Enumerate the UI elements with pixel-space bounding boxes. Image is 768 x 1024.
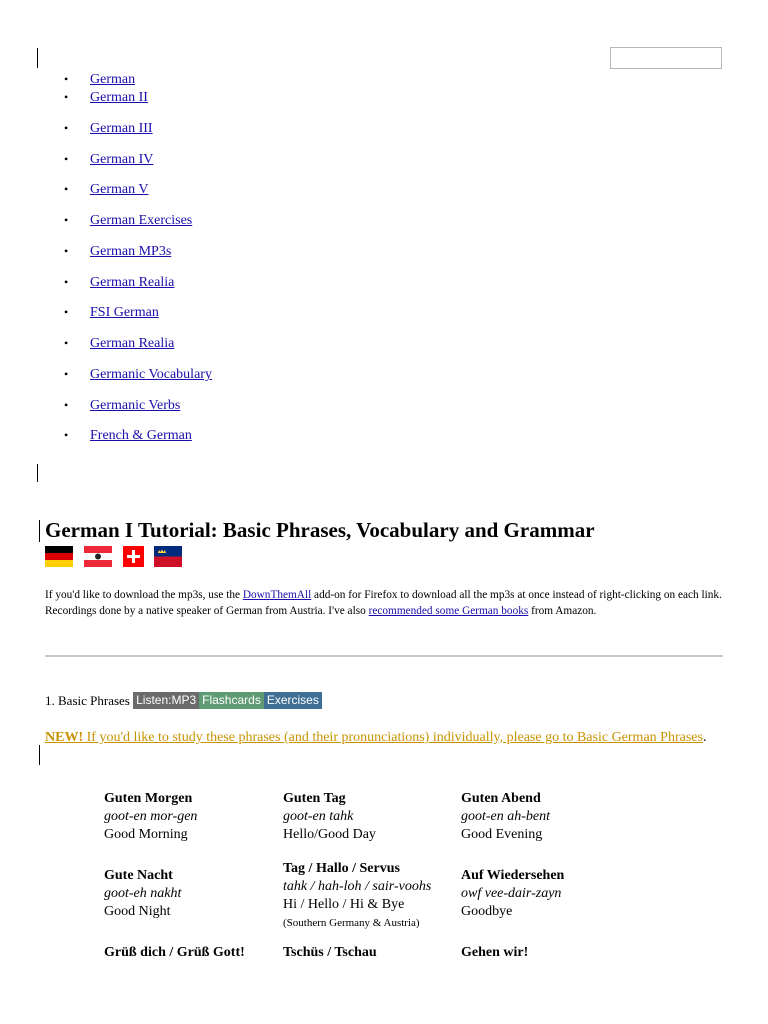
liechtenstein-flag-icon: [154, 546, 182, 567]
new-notice: [45, 729, 725, 747]
phrase-english: Hi / Hello / Hi & Bye: [283, 897, 405, 912]
nav-link-german-realia[interactable]: German Realia: [90, 275, 175, 290]
nav-item: [66, 305, 159, 321]
section-title: 1. Basic Phrases: [45, 693, 134, 708]
switzerland-flag-icon: [123, 546, 144, 567]
phrase-german: Guten Morgen: [104, 791, 193, 806]
exercises-button[interactable]: Exercises: [264, 692, 322, 709]
nav-item: [66, 398, 181, 414]
phrase-card: [283, 860, 458, 932]
phrase-pronunciation: goot-en ah-bent: [461, 809, 551, 824]
phrase-note: (Southern Germany & Austria): [283, 917, 420, 929]
phrase-card: [461, 944, 636, 962]
phrase-card: [283, 790, 458, 844]
nav-item: [66, 121, 153, 137]
page-title: German I Tutorial: Basic Phrases, Vocabulary and Grammar: [45, 518, 595, 542]
phrase-card: [283, 944, 458, 962]
phrase-german: Grüß dich / Grüß Gott!: [104, 945, 245, 960]
phrase-english: Good Morning: [104, 827, 188, 842]
text-caret: [39, 520, 40, 542]
nav-link-french-german[interactable]: French & German: [90, 428, 192, 443]
nav-item: [66, 72, 136, 88]
phrase-english: Hello/Good Day: [283, 827, 376, 842]
phrase-pronunciation: goot-en tahk: [283, 809, 354, 824]
nav-link-fsi-german[interactable]: FSI German: [90, 305, 159, 320]
text-caret: [37, 48, 38, 68]
downthemall-link[interactable]: DownThemAll: [242, 589, 312, 601]
phrase-card: [104, 867, 279, 921]
phrase-german: Guten Tag: [283, 791, 346, 806]
phrase-german: Gute Nacht: [104, 868, 173, 883]
phrase-pronunciation: tahk / hah-loh / sair-voohs: [283, 879, 432, 894]
nav-link-germanic-vocabulary[interactable]: Germanic Vocabulary: [90, 367, 212, 382]
phrase-german: Guten Abend: [461, 791, 541, 806]
nav-item: [66, 213, 193, 229]
phrase-english: Good Night: [104, 904, 171, 919]
nav-item: [66, 336, 175, 352]
phrase-german: Gehen wir!: [461, 945, 529, 960]
nav-item: [66, 182, 149, 198]
nav-link-german-mp3s[interactable]: German MP3s: [90, 244, 172, 259]
nav-item: [66, 367, 212, 383]
nav-item: [66, 428, 192, 444]
nav-link-german-ii[interactable]: German II: [90, 90, 148, 105]
intro-text: If you'd like to download the mp3s, use the: [45, 589, 243, 601]
nav-link-german-iii[interactable]: German III: [90, 121, 153, 136]
flashcards-button[interactable]: Flashcards: [199, 692, 264, 709]
horizontal-divider: [45, 655, 723, 657]
nav-item: [66, 152, 154, 168]
phrase-english: Good Evening: [461, 827, 543, 842]
phrase-pronunciation: goot-eh nakht: [104, 886, 182, 901]
nav-link-german-exercises[interactable]: German Exercises: [90, 213, 193, 228]
nav-link-german-v[interactable]: German V: [90, 182, 149, 197]
phrase-german: Auf Wiedersehen: [461, 868, 565, 883]
phrase-german: Tschüs / Tschau: [283, 945, 377, 960]
nav-item: [66, 90, 148, 106]
intro-paragraph: [45, 587, 727, 619]
text-caret: [39, 745, 40, 765]
phrase-card: [461, 790, 636, 844]
phrase-card: [104, 944, 279, 962]
phrase-english: Goodbye: [461, 904, 513, 919]
intro-text: from Amazon.: [528, 605, 597, 617]
listen-mp3-button[interactable]: Listen:MP3: [133, 692, 199, 709]
phrase-pronunciation: goot-en mor-gen: [104, 809, 198, 824]
phrase-card: [461, 867, 636, 921]
basic-german-phrases-link[interactable]: [45, 730, 703, 745]
phrase-pronunciation: owf vee-dair-zayn: [461, 886, 562, 901]
search-input[interactable]: [610, 47, 722, 69]
germany-flag-icon: [45, 546, 73, 567]
phrase-card: [104, 790, 279, 844]
notice-end: .: [702, 730, 707, 745]
nav-link-german-iv[interactable]: German IV: [90, 152, 154, 167]
recommended-books-link[interactable]: recommended some German books: [368, 605, 529, 617]
notice-text: If you'd like to study these phrases (and their pronunciations) individually, please go to Basic German Phrases: [83, 730, 703, 745]
intro-text: add-on for Firefox to download all the mp3s at once instead of right-clicking on each link. Recordings done by a native speaker of German from Austria. I've also: [45, 589, 722, 617]
phrase-german: Tag / Hallo / Servus: [283, 861, 400, 876]
nav-item: [66, 275, 175, 291]
nav-link-germanic-verbs[interactable]: Germanic Verbs: [90, 398, 181, 413]
new-label: NEW!: [45, 730, 84, 745]
austria-flag-icon: [84, 546, 112, 567]
section-heading: [45, 692, 322, 709]
nav-item: [66, 244, 172, 260]
nav-link-german-realia-2[interactable]: German Realia: [90, 336, 175, 351]
text-caret: [37, 464, 38, 482]
nav-link-german[interactable]: German: [90, 72, 136, 87]
